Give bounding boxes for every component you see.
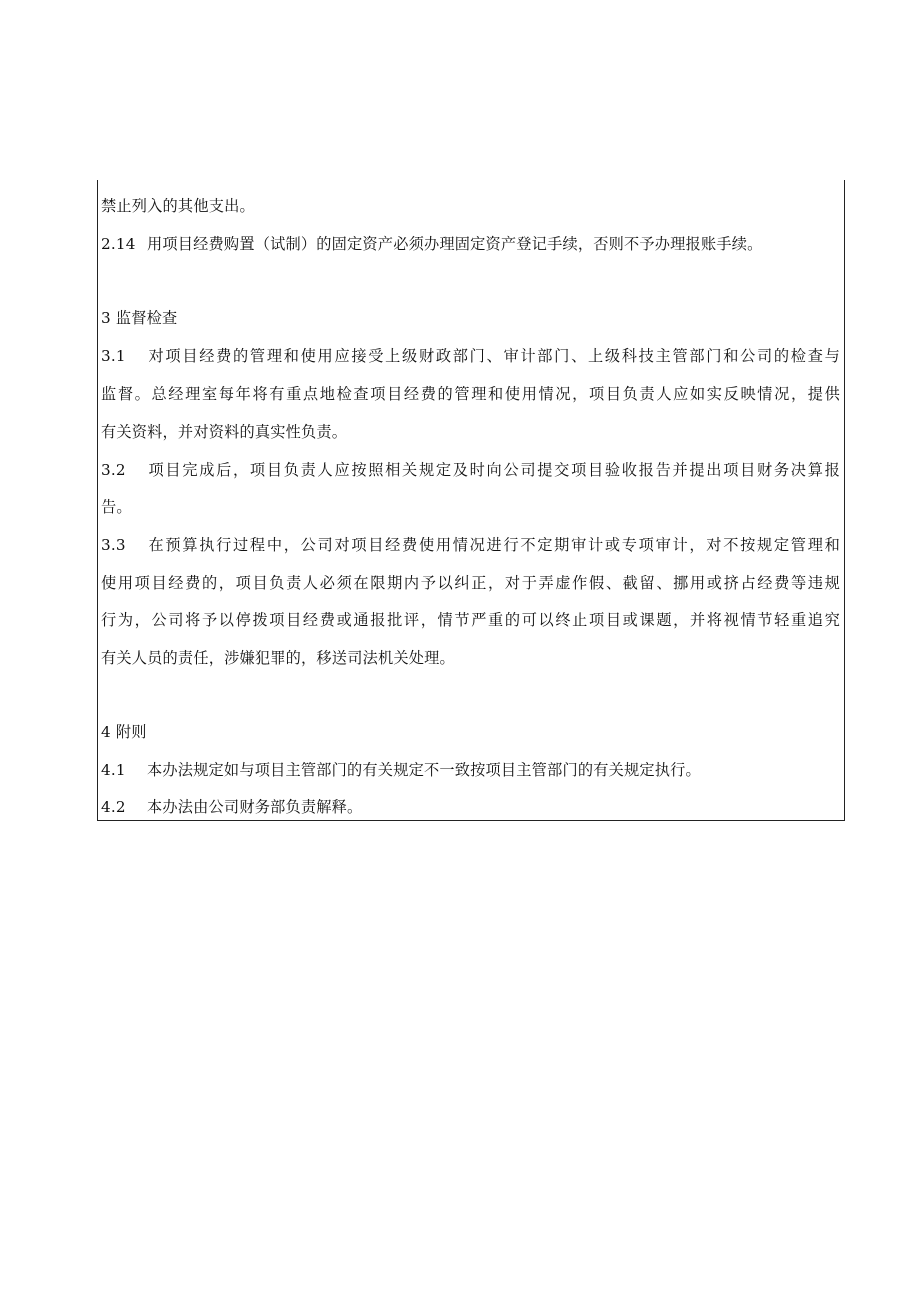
line-text: 告。 [101,498,132,516]
clause-text: 对项目经费的管理和使用应接受上级财政部门、审计部门、上级科技主管部门和公司的检查与 [147,347,840,365]
clause-number: 2.14 [101,235,136,253]
section-title: 3 监督检查 [101,309,178,327]
paragraph-line [101,497,840,517]
section-heading-3 [101,308,840,328]
paragraph-line [101,648,840,668]
line-text: 有关人员的责任，涉嫌犯罪的，移送司法机关处理。 [101,649,455,667]
line-text: 禁止列入的其他支出。 [101,197,255,215]
clause-text: 本办法由公司财务部负责解释。 [147,798,363,816]
clause-number: 4.1 [101,761,126,779]
clause-number: 3.1 [101,347,126,365]
section-heading-4 [101,722,840,742]
clause-text: 本办法规定如与项目主管部门的有关规定不一致按项目主管部门的有关规定执行。 [147,761,701,779]
line-text: 行为，公司将予以停拨项目经费或通报批评，情节严重的可以终止项目或课题，并将视情节轻重追究 [101,611,840,629]
clause-number: 3.3 [101,536,126,554]
section-title: 4 附则 [101,723,147,741]
clause-3-2 [101,460,840,480]
line-text: 有关资料，并对资料的真实性负责。 [101,423,348,441]
clause-3-3 [101,535,840,555]
clause-number: 3.2 [101,461,126,479]
line-text: 使用项目经费的，项目负责人必须在限期内予以纠正，对于弄虚作假、截留、挪用或挤占经费等违规 [101,574,840,592]
clause-text: 用项目经费购置（试制）的固定资产必须办理固定资产登记手续，否则不予办理报账手续。 [147,235,763,253]
clause-4-1 [101,760,840,780]
paragraph-line [101,422,840,442]
paragraph-line [101,610,840,630]
line-text: 监督。总经理室每年将有重点地检查项目经费的管理和使用情况，项目负责人应如实反映情况，提供 [101,385,840,403]
clause-text: 在预算执行过程中，公司对项目经费使用情况进行不定期审计或专项审计，对不按规定管理和 [147,536,840,554]
clause-3-1 [101,346,840,366]
paragraph-line [101,573,840,593]
paragraph-line [101,196,840,216]
paragraph-line [101,384,840,404]
clause-text: 项目完成后，项目负责人应按照相关规定及时向公司提交项目验收报告并提出项目财务决算报 [147,461,840,479]
clause-4-2 [101,797,840,817]
document-table-cell [97,180,845,821]
clause-2-14 [101,234,840,254]
clause-number: 4.2 [101,798,126,816]
